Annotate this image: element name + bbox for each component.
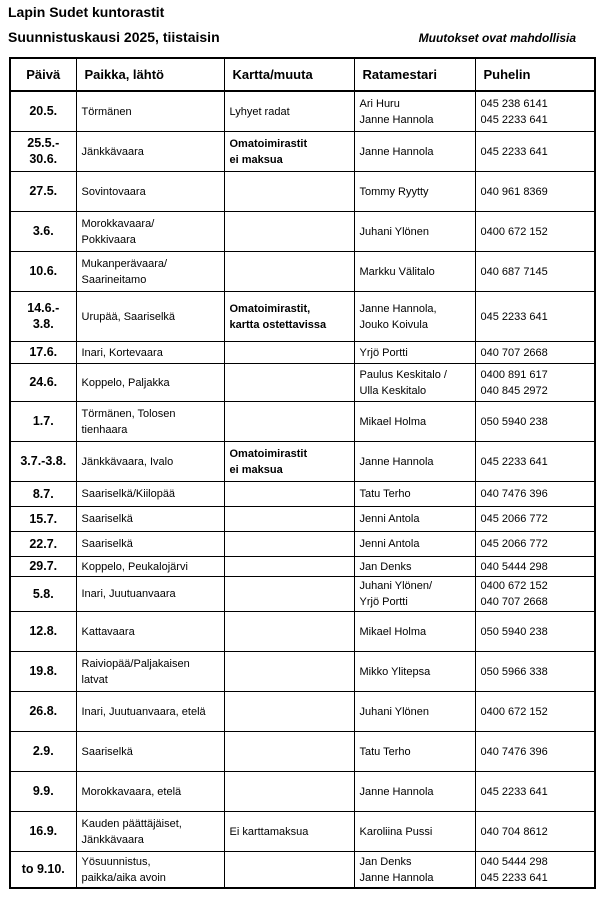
phone-cell [475, 363, 595, 401]
place-cell-line: Raiviopää/Paljakaisen [81, 657, 190, 670]
phone-cell-line: 045 2233 641 [480, 145, 548, 158]
place-cell-line: Saariselkä [81, 745, 133, 758]
date-cell [10, 401, 76, 441]
place-cell [76, 576, 224, 611]
course-setter-cell-line: Ari Huru [359, 97, 400, 110]
phone-cell-line: 050 5940 238 [480, 415, 548, 428]
place-cell [76, 851, 224, 888]
table-row [10, 131, 595, 171]
course-setter-cell [354, 531, 475, 556]
map-note-cell [224, 611, 354, 651]
course-setter-cell [354, 91, 475, 131]
place-cell [76, 401, 224, 441]
place-cell [76, 131, 224, 171]
place-cell [76, 91, 224, 131]
place-cell-line: Koppelo, Peukalojärvi [81, 560, 188, 573]
table-row [10, 341, 595, 363]
place-cell-line: Jänkkävaara [81, 833, 144, 846]
date-cell [10, 771, 76, 811]
course-setter-cell-line: Tatu Terho [359, 745, 411, 758]
course-setter-cell [354, 291, 475, 341]
place-cell-line: Törmänen [81, 105, 132, 118]
date-cell-line: 19.8. [29, 664, 58, 678]
map-note-cell-line: Omatoimirastit, [229, 302, 311, 315]
place-cell-line: Inari, Kortevaara [81, 346, 163, 359]
phone-cell [475, 556, 595, 576]
course-setter-cell [354, 481, 475, 506]
map-note-cell [224, 531, 354, 556]
phone-cell-line: 045 238 6141 [480, 97, 548, 110]
date-cell-line: 9.9. [32, 784, 54, 798]
course-setter-cell-line: Juhani Ylönen [359, 225, 430, 238]
phone-cell-line: 045 2233 641 [480, 310, 548, 323]
date-cell-line: 5.8. [32, 586, 54, 601]
place-cell-line: latvat [81, 673, 108, 686]
course-setter-cell-line: Tommy Ryytty [359, 185, 429, 198]
date-cell [10, 441, 76, 481]
place-cell-line: Pokkivaara [81, 233, 136, 246]
course-setter-cell [354, 811, 475, 851]
phone-cell-line: 050 5966 338 [480, 665, 548, 678]
table-row [10, 771, 595, 811]
place-cell [76, 171, 224, 211]
table-row [10, 731, 595, 771]
course-setter-cell [354, 851, 475, 888]
date-cell-line: 20.5. [29, 104, 58, 119]
phone-cell [475, 401, 595, 441]
date-cell-line: 14.6.- [27, 301, 60, 315]
map-note-cell [224, 363, 354, 401]
phone-cell-line: 045 2233 641 [480, 113, 548, 126]
date-cell [10, 731, 76, 771]
place-cell-line: Saariselkä/Kiilopää [81, 488, 176, 500]
map-note-cell [224, 91, 354, 131]
date-cell [10, 171, 76, 211]
date-cell [10, 611, 76, 651]
phone-cell-line: 040 5444 298 [480, 560, 548, 573]
date-cell [10, 131, 76, 171]
course-setter-cell-line: Janne Hannola [359, 113, 434, 126]
date-cell [10, 811, 76, 851]
place-cell-line: tienhaara [81, 423, 128, 436]
course-setter-cell-line: Juhani Ylönen [359, 705, 430, 718]
map-note-cell [224, 251, 354, 291]
table-row [10, 291, 595, 341]
map-note-cell [224, 291, 354, 341]
table-row [10, 531, 595, 556]
course-setter-cell-line: Janne Hannola [359, 455, 434, 468]
place-cell-line: Kauden päättäjäiset, [81, 817, 182, 830]
date-cell-line: 25.5.- [27, 136, 60, 150]
course-setter-cell [354, 651, 475, 691]
date-cell [10, 341, 76, 363]
date-cell [10, 576, 76, 611]
place-cell-line: Mukanperävaara/ [81, 257, 168, 270]
course-setter-cell-line: Mikko Ylitepsa [359, 665, 431, 678]
map-note-cell [224, 481, 354, 506]
course-setter-cell [354, 363, 475, 401]
place-cell-line: Törmänen, Tolosen [81, 407, 176, 420]
course-setter-cell [354, 576, 475, 611]
place-cell [76, 691, 224, 731]
table-row [10, 211, 595, 251]
course-setter-cell [354, 341, 475, 363]
phone-cell [475, 291, 595, 341]
phone-cell [475, 341, 595, 363]
date-cell [10, 291, 76, 341]
place-cell-line: Sovintovaara [81, 185, 146, 198]
phone-cell-line: 0400 672 152 [480, 580, 548, 592]
place-cell-line: paikka/aika avoin [81, 871, 166, 884]
phone-cell-line: 040 7476 396 [480, 488, 548, 500]
place-cell-line: Yösuunnistus, [81, 855, 151, 868]
date-cell-line: to 9.10. [21, 862, 65, 877]
table-row [10, 481, 595, 506]
course-setter-cell-line: Karoliina Pussi [359, 825, 433, 838]
phone-cell-line: 040 7476 396 [480, 745, 548, 758]
table-row [10, 363, 595, 401]
date-cell-line: 2.9. [32, 744, 54, 758]
course-setter-cell-line: Yrjö Portti [359, 346, 408, 359]
course-setter-cell [354, 691, 475, 731]
phone-cell [475, 91, 595, 131]
place-cell [76, 771, 224, 811]
place-cell [76, 291, 224, 341]
column-header-date: Päivä [10, 58, 76, 91]
phone-cell [475, 211, 595, 251]
map-note-cell-line: kartta ostettavissa [229, 318, 327, 331]
course-setter-cell [354, 611, 475, 651]
phone-cell-line: 040 845 2972 [480, 384, 548, 397]
date-cell-line: 26.8. [29, 704, 58, 718]
course-setter-cell-line: Jan Denks [359, 855, 412, 868]
place-cell [76, 611, 224, 651]
map-note-cell [224, 556, 354, 576]
map-note-cell [224, 851, 354, 888]
place-cell-line: Urupää, Saariselkä [81, 310, 176, 323]
place-cell-line: Saariselkä [81, 513, 133, 525]
map-note-cell-line: ei maksua [229, 463, 283, 476]
place-cell [76, 811, 224, 851]
phone-cell [475, 131, 595, 171]
table-row [10, 556, 595, 576]
column-header-map: Kartta/muuta [224, 58, 354, 91]
course-setter-cell [354, 401, 475, 441]
table-row [10, 251, 595, 291]
date-cell-line: 1.7. [32, 414, 54, 428]
table-row [10, 811, 595, 851]
place-cell [76, 363, 224, 401]
place-cell-line: Saarineitamo [81, 273, 147, 286]
phone-cell-line: 045 2233 641 [480, 785, 548, 798]
date-cell [10, 531, 76, 556]
phone-cell-line: 040 707 2668 [480, 596, 548, 608]
date-cell [10, 851, 76, 888]
course-setter-cell-line: Mikael Holma [359, 625, 427, 638]
phone-cell [475, 851, 595, 888]
course-setter-cell [354, 171, 475, 211]
date-cell-line: 16.9. [29, 824, 58, 838]
course-setter-cell [354, 251, 475, 291]
table-row [10, 651, 595, 691]
phone-cell-line: 0400 672 152 [480, 705, 548, 718]
course-setter-cell-line: Juhani Ylönen/ [359, 580, 433, 592]
map-note-cell [224, 131, 354, 171]
map-note-cell-line: ei maksua [229, 153, 283, 166]
table-row [10, 611, 595, 651]
course-setter-cell [354, 441, 475, 481]
date-cell-line: 3.6. [32, 224, 54, 238]
map-note-cell-line: Omatoimirastit [229, 137, 308, 150]
date-cell-line: 10.6. [29, 264, 58, 278]
course-setter-cell [354, 211, 475, 251]
date-cell [10, 691, 76, 731]
page-subtitle: Suunnistuskausi 2025, tiistaisin [8, 29, 220, 45]
place-cell [76, 651, 224, 691]
place-cell-line: Koppelo, Paljakka [81, 376, 170, 389]
course-setter-cell-line: Janne Hannola, [359, 302, 437, 315]
place-cell-line: Morokkavaara/ [81, 217, 155, 230]
date-cell-line: 30.6. [29, 152, 58, 166]
map-note-cell [224, 211, 354, 251]
place-cell-line: Inari, Juutuanvaara [81, 588, 176, 600]
map-note-cell [224, 691, 354, 731]
table-row [10, 576, 595, 611]
phone-cell-line: 045 2066 772 [480, 538, 548, 550]
place-cell [76, 341, 224, 363]
course-setter-cell-line: Ulla Keskitalo [359, 384, 427, 397]
course-setter-cell-line: Jan Denks [359, 560, 412, 573]
phone-cell [475, 481, 595, 506]
place-cell [76, 441, 224, 481]
phone-cell [475, 811, 595, 851]
table-row [10, 691, 595, 731]
course-setter-cell-line: Janne Hannola [359, 871, 434, 884]
map-note-cell [224, 171, 354, 211]
map-note-cell [224, 651, 354, 691]
course-setter-cell [354, 131, 475, 171]
map-note-cell [224, 771, 354, 811]
course-setter-cell-line: Jenni Antola [359, 538, 420, 550]
date-cell [10, 91, 76, 131]
place-cell [76, 531, 224, 556]
place-cell [76, 481, 224, 506]
phone-cell-line: 040 5444 298 [480, 855, 548, 868]
date-cell [10, 651, 76, 691]
date-cell-line: 12.8. [29, 624, 58, 638]
course-setter-cell-line: Tatu Terho [359, 488, 411, 500]
place-cell-line: Jänkkävaara [81, 145, 144, 158]
column-header-phone: Puhelin [475, 58, 595, 91]
map-note-cell-line: Omatoimirastit [229, 447, 308, 460]
place-cell [76, 731, 224, 771]
phone-cell-line: 0400 672 152 [480, 225, 548, 238]
date-cell-line: 3.7.-3.8. [20, 454, 67, 468]
place-cell-line: Kattavaara [81, 625, 135, 638]
phone-cell-line: 040 687 7145 [480, 265, 548, 278]
phone-cell-line: 0400 891 617 [480, 368, 548, 381]
place-cell [76, 556, 224, 576]
course-setter-cell-line: Janne Hannola [359, 785, 434, 798]
map-note-cell [224, 576, 354, 611]
course-setter-cell-line: Markku Välitalo [359, 265, 435, 278]
phone-cell [475, 171, 595, 211]
date-cell [10, 251, 76, 291]
table-row [10, 401, 595, 441]
date-cell-line: 8.7. [32, 486, 54, 501]
map-note-cell-line: Lyhyet radat [229, 105, 290, 118]
course-setter-cell-line: Janne Hannola [359, 145, 434, 158]
column-header-place: Paikka, lähtö [76, 58, 224, 91]
date-cell-line: 27.5. [29, 184, 58, 198]
map-note-cell [224, 731, 354, 771]
course-setter-cell [354, 506, 475, 531]
date-cell [10, 363, 76, 401]
course-setter-cell-line: Jenni Antola [359, 513, 420, 525]
phone-cell-line: 040 704 8612 [480, 825, 548, 838]
schedule-table [9, 57, 596, 889]
map-note-cell [224, 441, 354, 481]
page-title: Lapin Sudet kuntorastit [8, 4, 165, 20]
phone-cell-line: 050 5940 238 [480, 625, 548, 638]
table-row [10, 506, 595, 531]
phone-cell [475, 731, 595, 771]
place-cell [76, 211, 224, 251]
date-cell-line: 22.7. [29, 536, 58, 551]
table-row [10, 91, 595, 131]
place-cell-line: Saariselkä [81, 538, 133, 550]
phone-cell [475, 531, 595, 556]
table-row [10, 441, 595, 481]
phone-cell-line: 045 2233 641 [480, 455, 548, 468]
date-cell [10, 556, 76, 576]
table-header-row [10, 58, 595, 91]
map-note-cell [224, 506, 354, 531]
date-cell-line: 17.6. [29, 345, 58, 359]
table-row [10, 171, 595, 211]
map-note-cell-line: Ei karttamaksua [229, 825, 309, 838]
phone-cell [475, 506, 595, 531]
phone-cell-line: 045 2066 772 [480, 513, 548, 525]
place-cell [76, 251, 224, 291]
map-note-cell [224, 341, 354, 363]
phone-cell [475, 251, 595, 291]
date-cell-line: 15.7. [29, 511, 58, 526]
place-cell-line: Inari, Juutuanvaara, etelä [81, 705, 206, 718]
phone-cell-line: 040 961 8369 [480, 185, 548, 198]
course-setter-cell-line: Mikael Holma [359, 415, 427, 428]
changes-note: Muutokset ovat mahdollisia [418, 31, 576, 45]
place-cell-line: Jänkkävaara, Ivalo [81, 455, 174, 468]
phone-cell [475, 576, 595, 611]
date-cell [10, 506, 76, 531]
phone-cell [475, 441, 595, 481]
date-cell-line: 29.7. [29, 559, 58, 573]
date-cell-line: 24.6. [29, 375, 58, 389]
course-setter-cell [354, 771, 475, 811]
course-setter-cell-line: Yrjö Portti [359, 596, 408, 608]
phone-cell [475, 611, 595, 651]
column-header-course-setter: Ratamestari [354, 58, 475, 91]
course-setter-cell-line: Jouko Koivula [359, 318, 428, 331]
place-cell [76, 506, 224, 531]
phone-cell [475, 771, 595, 811]
course-setter-cell [354, 556, 475, 576]
course-setter-cell-line: Paulus Keskitalo / [359, 368, 447, 381]
phone-cell-line: 045 2233 641 [480, 871, 548, 884]
place-cell-line: Morokkavaara, etelä [81, 785, 182, 798]
phone-cell [475, 651, 595, 691]
phone-cell [475, 691, 595, 731]
phone-cell-line: 040 707 2668 [480, 346, 548, 359]
date-cell-line: 3.8. [32, 317, 54, 331]
course-setter-cell [354, 731, 475, 771]
date-cell [10, 211, 76, 251]
date-cell [10, 481, 76, 506]
map-note-cell [224, 401, 354, 441]
table-row [10, 851, 595, 888]
map-note-cell [224, 811, 354, 851]
